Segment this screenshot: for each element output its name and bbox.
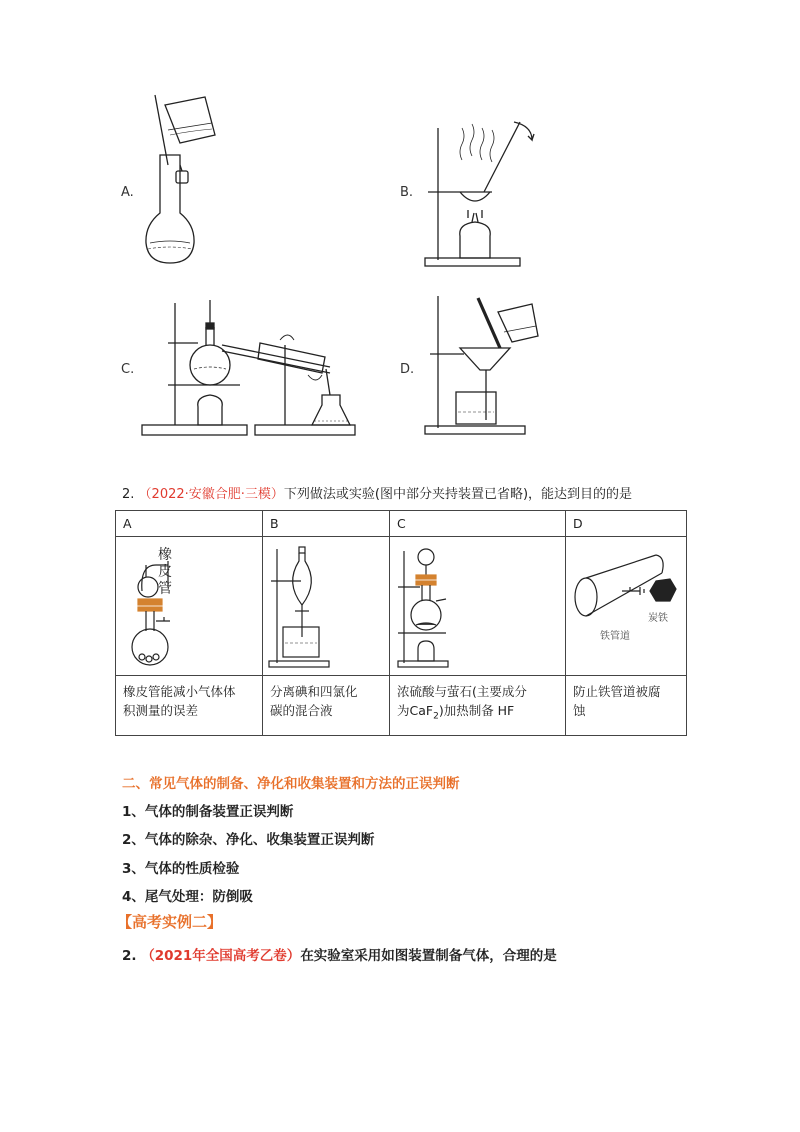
example-2-source: （2021年全国高考乙卷） xyxy=(141,948,301,964)
options-table xyxy=(115,510,687,736)
section-2-item-3: 3、气体的性质检验 xyxy=(122,861,240,877)
desc-c-line-1: 浓硫酸与萤石(主要成分 xyxy=(397,684,527,699)
section-2-item-2: 2、气体的除杂、净化、收集装置正误判断 xyxy=(122,832,375,848)
desc-c-rest: )加热制备 HF xyxy=(438,703,515,718)
header-d: D xyxy=(566,511,687,537)
desc-c-subscript: 2 xyxy=(433,711,439,722)
question-2-line xyxy=(122,483,632,502)
example-2-question xyxy=(122,944,557,964)
header-b: B xyxy=(263,511,390,537)
distillation-apparatus-icon xyxy=(140,295,370,437)
image-cell-b xyxy=(263,537,390,676)
desc-b-line-1: 分离碘和四氯化 xyxy=(270,684,358,699)
desc-c-caf: 为CaF xyxy=(397,703,434,718)
volumetric-flask-transfer-icon xyxy=(140,95,240,265)
image-cell-a xyxy=(116,537,263,676)
desc-b xyxy=(263,676,390,736)
iron-pipe-cathodic-protection-icon xyxy=(570,551,682,637)
example-2-number: 2. xyxy=(122,948,137,964)
iron-pipe-label: 铁管道 xyxy=(600,631,630,642)
desc-c xyxy=(390,676,566,736)
rubber-tube-char-1: 橡 xyxy=(158,547,172,563)
rubber-tube-char-2: 皮 xyxy=(158,564,172,580)
carbon-iron-label: 炭铁 xyxy=(648,613,668,624)
image-cell-c xyxy=(390,537,566,676)
rubber-tube-label xyxy=(158,547,174,598)
filtration-apparatus-icon xyxy=(420,290,550,438)
option-letter-a: A. xyxy=(121,185,134,200)
desc-d xyxy=(566,676,687,736)
option-letter-d: D. xyxy=(400,362,415,377)
example-2-title: 【高考实例二】 xyxy=(117,913,223,931)
separatory-funnel-icon xyxy=(267,543,357,669)
desc-a-line-2: 积测量的误差 xyxy=(123,703,199,718)
question-source: （2022·安徽合肥·三模） xyxy=(138,487,284,502)
rubber-tube-char-3: 管 xyxy=(158,581,172,597)
option-letter-c: C. xyxy=(121,362,135,377)
example-2-text: 在实验室采用如图装置制备气体，合理的是 xyxy=(300,948,557,964)
option-letter-b: B. xyxy=(400,185,414,200)
desc-c-line-2 xyxy=(397,701,558,727)
image-cell-d xyxy=(566,537,687,676)
section-2-title: 二、常见气体的制备、净化和收集装置和方法的正误判断 xyxy=(122,776,460,792)
section-2-item-1: 1、气体的制备装置正误判断 xyxy=(122,804,294,820)
hf-preparation-apparatus-icon xyxy=(396,541,476,671)
question-number: 2. xyxy=(122,487,135,502)
question-text: 下列做法或实验(图中部分夹持装置已省略)，能达到目的的是 xyxy=(283,487,633,502)
evaporating-dish-heating-icon xyxy=(420,118,550,270)
header-a: A xyxy=(116,511,263,537)
header-c: C xyxy=(390,511,566,537)
desc-d-line-1: 防止铁管道被腐 xyxy=(573,684,661,699)
desc-d-line-2: 蚀 xyxy=(573,703,586,718)
section-2-item-4: 4、尾气处理：防倒吸 xyxy=(122,889,253,905)
desc-b-line-2: 碳的混合液 xyxy=(270,703,333,718)
desc-a-line-1: 橡皮管能减小气体体 xyxy=(123,684,236,699)
desc-a xyxy=(116,676,263,736)
